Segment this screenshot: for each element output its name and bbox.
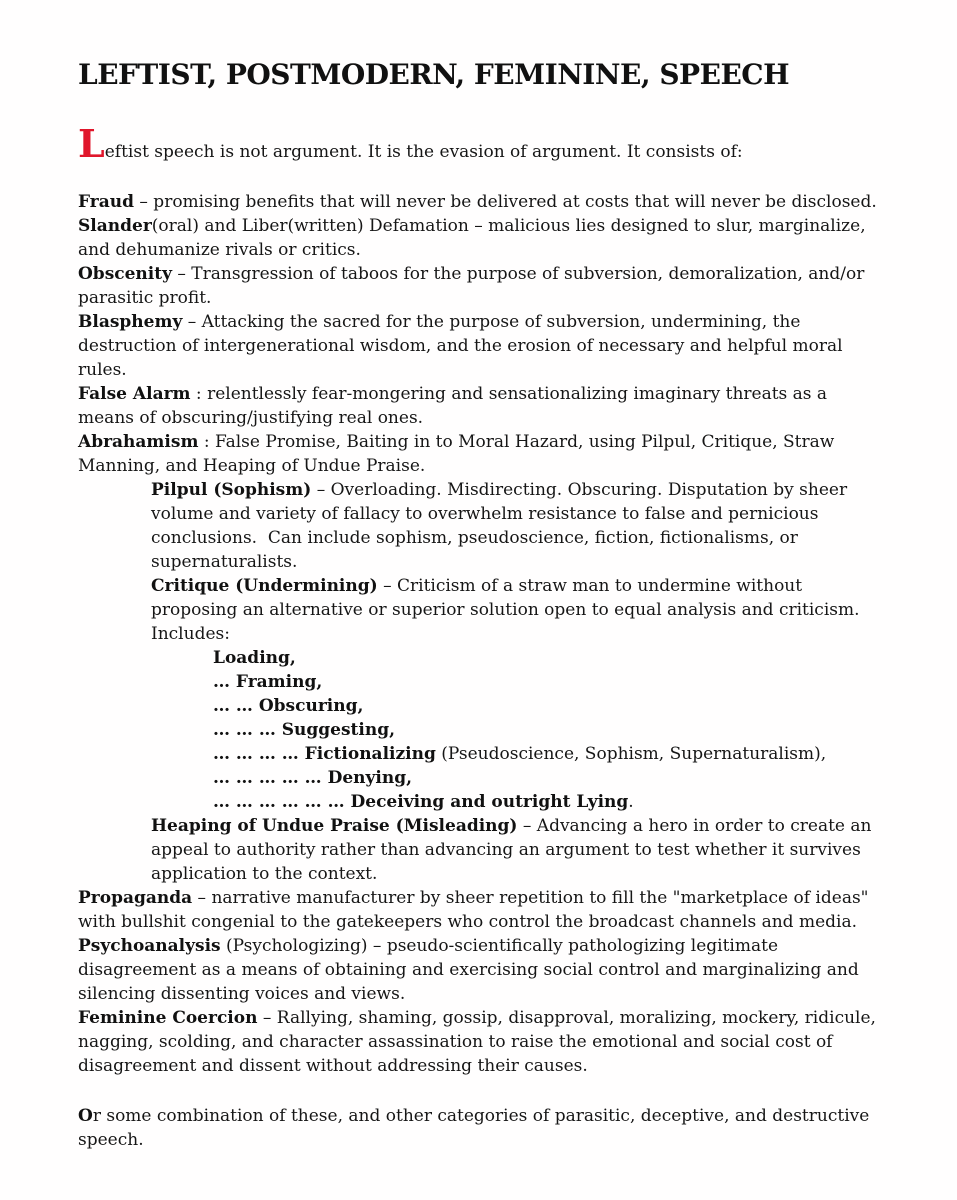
definition-text: – Advancing a hero in order to create an appeal to authority rather than advancing an argument to test whether it survives application to the context. bbox=[151, 816, 872, 884]
term-label: Abrahamism bbox=[78, 432, 199, 452]
definition-entry bbox=[78, 382, 878, 430]
intro-text: eftist speech is not argument. It is the evasion of argument. It consists of: bbox=[104, 142, 743, 162]
term-label: … … … … … … Deceiving and outright Lying bbox=[213, 792, 629, 812]
term-label: Critique (Undermining) bbox=[151, 576, 378, 596]
term-label: Loading, bbox=[213, 648, 296, 668]
closing-text: r some combination of these, and other categories of parasitic, deceptive, and destructive speech. bbox=[78, 1106, 870, 1150]
term-label: Blasphemy bbox=[78, 312, 183, 332]
definition-text: – promising benefits that will never be delivered at costs that will never be disclosed. bbox=[134, 192, 877, 212]
term-label: … Framing, bbox=[213, 672, 323, 692]
definition-text: – Attacking the sacred for the purpose of subversion, undermining, the destruction of intergenerational wisdom, and the erosion of necessary and helpful moral rules. bbox=[78, 312, 843, 380]
definition-entry bbox=[78, 1006, 878, 1078]
definition-entry bbox=[213, 670, 878, 694]
term-label: … … … … Fictionalizing bbox=[213, 744, 436, 764]
definition-entry bbox=[78, 190, 878, 214]
definition-text: . bbox=[628, 792, 634, 812]
definition-entry bbox=[78, 934, 878, 1006]
definition-text: – narrative manufacturer by sheer repetition to fill the "marketplace of ideas" with bullshit congenial to the gatekeepers who control the broadcast channels and media. bbox=[78, 888, 869, 932]
intro-paragraph bbox=[78, 121, 878, 166]
definition-entry bbox=[213, 646, 878, 670]
definition-entry bbox=[213, 694, 878, 718]
term-label: Slander bbox=[78, 216, 152, 236]
definition-text: (Psychologizing) – pseudo-scientifically pathologizing legitimate disagreement as a means of obtaining and exercising social control and marginalizing and silencing dissenting voices and views. bbox=[78, 936, 859, 1004]
term-label: … … … Suggesting, bbox=[213, 720, 396, 740]
closing-paragraph bbox=[78, 1104, 878, 1152]
page-title: LEFTIST, POSTMODERN, FEMININE, SPEECH bbox=[78, 58, 790, 91]
definition-entry bbox=[78, 430, 878, 478]
definition-entry bbox=[151, 814, 878, 886]
term-label: Psychoanalysis bbox=[78, 936, 221, 956]
definition-text: (oral) and Liber(written) Defamation – malicious lies designed to slur, marginalize, and dehumanize rivals or critics. bbox=[78, 216, 866, 260]
definition-entry bbox=[213, 790, 878, 814]
intro-dropcap: L bbox=[78, 121, 105, 166]
definition-text: Includes: bbox=[151, 624, 230, 644]
definition-entry bbox=[78, 310, 878, 382]
definition-entry bbox=[213, 718, 878, 742]
closing-lead: O bbox=[78, 1106, 93, 1126]
definition-entry bbox=[78, 886, 878, 934]
definition-entry bbox=[151, 574, 878, 622]
term-label: … … … … … Denying, bbox=[213, 768, 413, 788]
term-label: Propaganda bbox=[78, 888, 193, 908]
definition-text: – Transgression of taboos for the purpose of subversion, demoralization, and/or parasitic profit. bbox=[78, 264, 865, 308]
definition-text: : False Promise, Baiting in to Moral Hazard, using Pilpul, Critique, Straw Manning, and Heaping of Undue Praise. bbox=[78, 432, 835, 476]
definition-text: (Pseudoscience, Sophism, Supernaturalism), bbox=[435, 744, 827, 764]
definition-entry bbox=[78, 262, 878, 310]
definition-list bbox=[78, 190, 878, 1078]
definition-entry bbox=[213, 742, 878, 766]
term-label: Pilpul (Sophism) bbox=[151, 480, 312, 500]
definition-entry bbox=[78, 214, 878, 262]
term-label: Fraud bbox=[78, 192, 134, 212]
definition-entry bbox=[151, 478, 878, 574]
definition-text: – Criticism of a straw man to undermine without proposing an alternative or superior solution open to equal analysis and criticism. bbox=[151, 576, 860, 620]
term-label: Heaping of Undue Praise (Misleading) bbox=[151, 816, 518, 836]
definition-entry bbox=[151, 622, 878, 646]
definition-text: – Overloading. Misdirecting. Obscuring. Disputation by sheer volume and variety of fallacy to overwhelm resistance to false and pernicious conclusions. Can include sophism, pseudoscience, fiction, fictionalisms, or supernaturalists. bbox=[151, 480, 848, 572]
term-label: False Alarm bbox=[78, 384, 191, 404]
term-label: Obscenity bbox=[78, 264, 172, 284]
definition-text: : relentlessly fear-mongering and sensationalizing imaginary threats as a means of obscuring/justifying real ones. bbox=[78, 384, 828, 428]
definition-text: – Rallying, shaming, gossip, disapproval, moralizing, mockery, ridicule, nagging, scolding, and character assassination to raise the emotional and social cost of disagreement and dissent without addressing their causes. bbox=[78, 1008, 876, 1076]
term-label: … … Obscuring, bbox=[213, 696, 364, 716]
term-label: Feminine Coercion bbox=[78, 1008, 258, 1028]
definition-entry bbox=[213, 766, 878, 790]
